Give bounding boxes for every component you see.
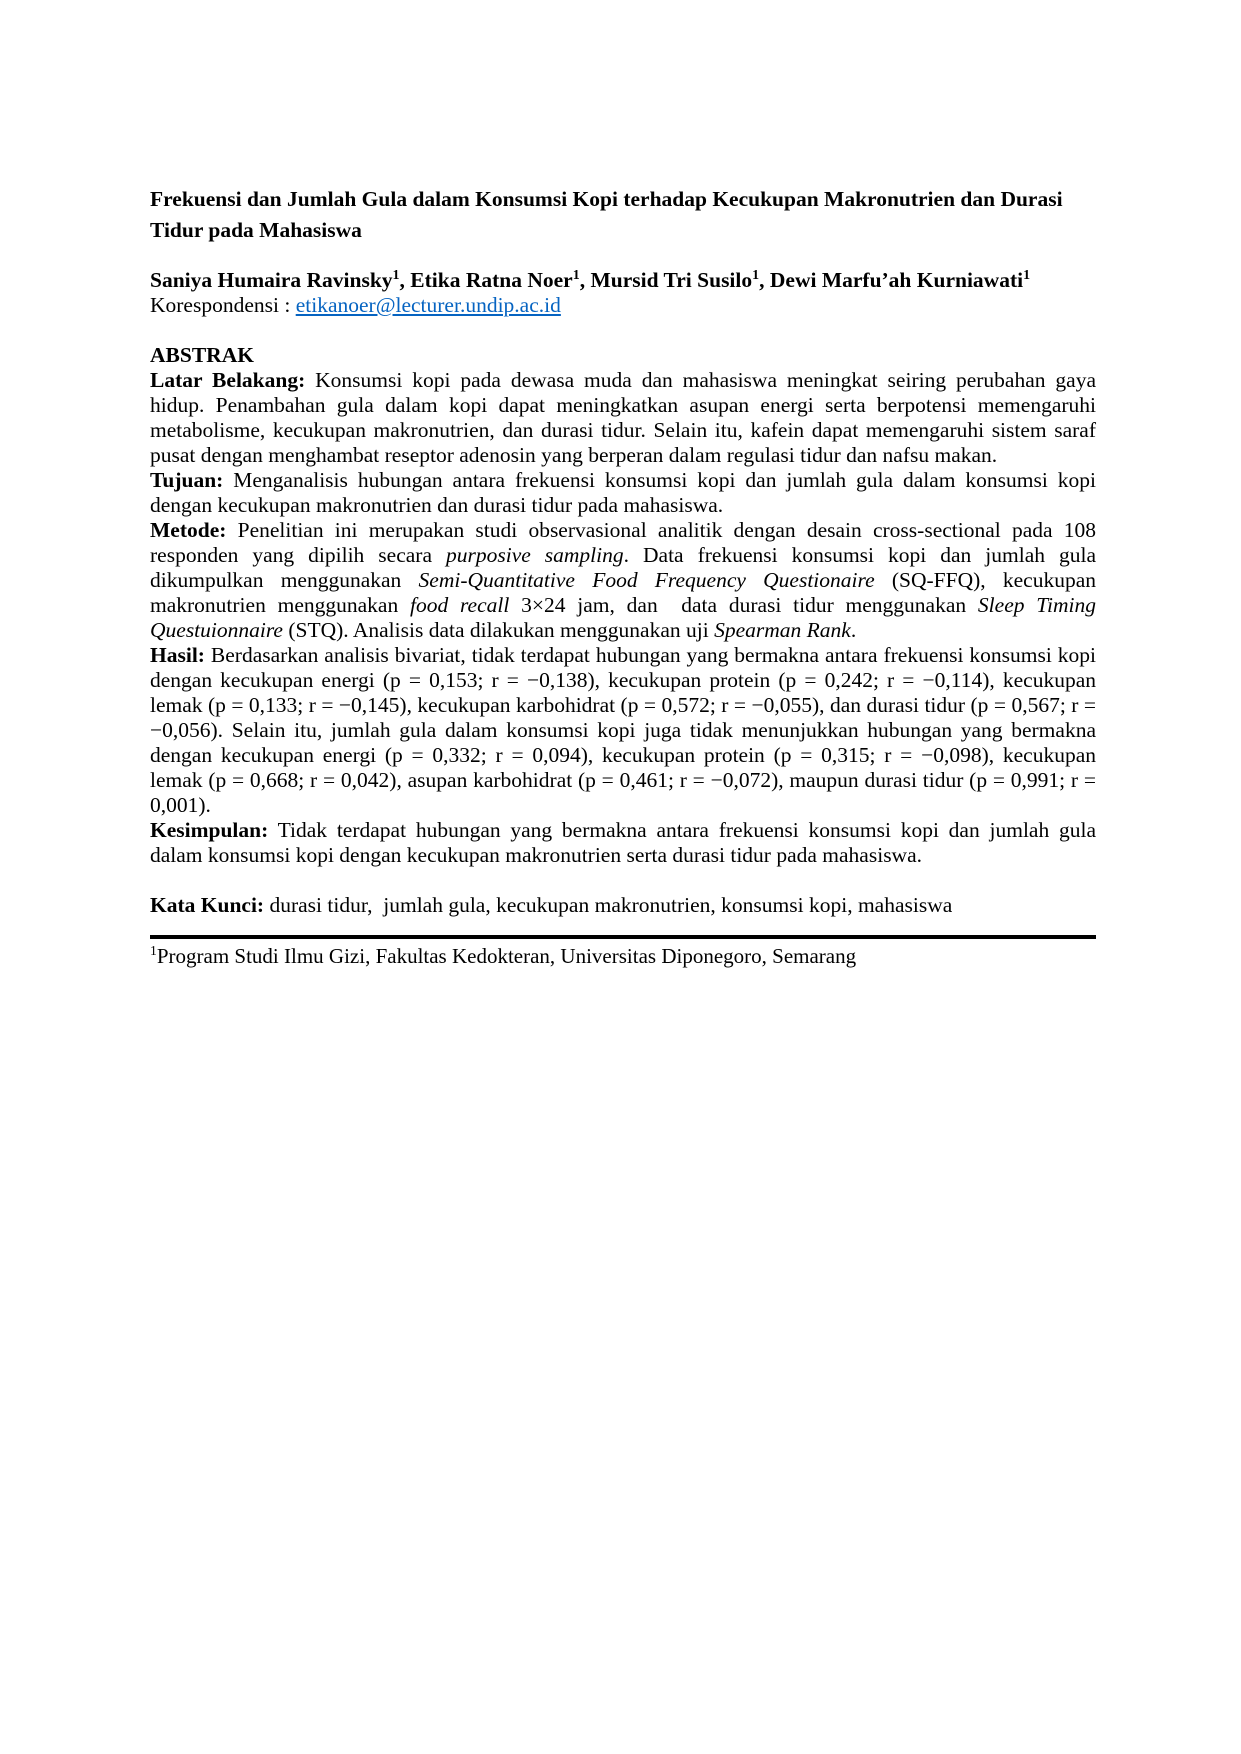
abstract-section-metode: Metode: Penelitian ini merupakan studi observasional analitik dengan desain cross-sectional pada 108 responden yang dipilih secara purposive sampling. Data frekuensi konsumsi kopi dan jumlah gula dikumpulkan menggunakan Semi-Quantitative Food Frequency Questionaire (SQ-FFQ), kecukupan makronutrien menggunakan food recall 3×24 jam, dan data durasi tidur menggunakan Sleep Timing Questuionnaire (STQ). Analisis data dilakukan menggunakan uji Spearman Rank. [150, 518, 1097, 642]
paper-title: Frekuensi dan Jumlah Gula dalam Konsumsi Kopi terhadap Kecukupan Makronutrien dan Durasi Tidur pada Mahasiswa [150, 187, 1063, 242]
correspondence-email-link[interactable]: etikanoer@lecturer.undip.ac.id [295, 293, 561, 317]
authors-line: Saniya Humaira Ravinsky$^1$, Etika Ratna Noer$^1$, Mursid Tri Susilo$^1$, Dewi Marfu’ah Kurniawati$^1$ [150, 267, 1031, 292]
abstract-section-latar-belakang: Latar Belakang: Konsumsi kopi pada dewasa muda dan mahasiswa meningkat seiring perubahan gaya hidup. Penambahan gula dalam kopi dapat meningkatkan asupan energi serta berpotensi memengaruhi metabolisme, kecukupan makronutrien, dan durasi tidur. Selain itu, kafein dapat memengaruhi sistem saraf pusat dengan menghambat reseptor adenosin yang berperan dalam regulasi tidur dan nafsu makan. [150, 368, 1097, 467]
abstract-section-tujuan: Tujuan: Menganalisis hubungan antara frekuensi konsumsi kopi dan jumlah gula dalam konsumsi kopi dengan kecukupan makronutrien dan durasi tidur pada mahasiswa. [150, 468, 1096, 517]
correspondence-label: Korespondensi : [150, 293, 296, 317]
keywords-line: Kata Kunci: durasi tidur, jumlah gula, kecukupan makronutrien, konsumsi kopi, mahasiswa [150, 893, 953, 917]
affiliation-footnote-text: Program Studi Ilmu Gizi, Fakultas Kedokteran, Universitas Diponegoro, Semarang [156, 944, 857, 968]
footnote-divider-rule [150, 935, 1096, 939]
affiliation-footnote-marker: 1 [150, 943, 157, 958]
article-content [150, 184, 1096, 969]
affiliation-footnote [150, 944, 1096, 969]
correspondence-line [150, 293, 1096, 318]
abstract-heading: ABSTRAK [150, 343, 254, 367]
abstract-section-hasil: Hasil: Berdasarkan analisis bivariat, tidak terdapat hubungan yang bermakna antara frekuensi konsumsi kopi dengan kecukupan energi (p = 0,153; r = −0,138), kecukupan protein (p = 0,242; r = −0,114), kecukupan lemak (p = 0,133; r = −0,145), kecukupan karbohidrat (p = 0,572; r = −0,055), dan durasi tidur (p = 0,567; r = −0,056). Selain itu, jumlah gula dalam konsumsi kopi juga tidak menunjukkan hubungan yang bermakna dengan kecukupan energi (p = 0,332; r = 0,094), kecukupan protein (p = 0,315; r = −0,098), kecukupan lemak (p = 0,668; r = 0,042), asupan karbohidrat (p = 0,461; r = −0,072), maupun durasi tidur (p = 0,991; r = 0,001). [150, 643, 1096, 817]
abstract-section-kesimpulan: Kesimpulan: Tidak terdapat hubungan yang bermakna antara frekuensi konsumsi kopi dan jumlah gula dalam konsumsi kopi dengan kecukupan makronutrien serta durasi tidur pada mahasiswa. [150, 818, 1096, 867]
